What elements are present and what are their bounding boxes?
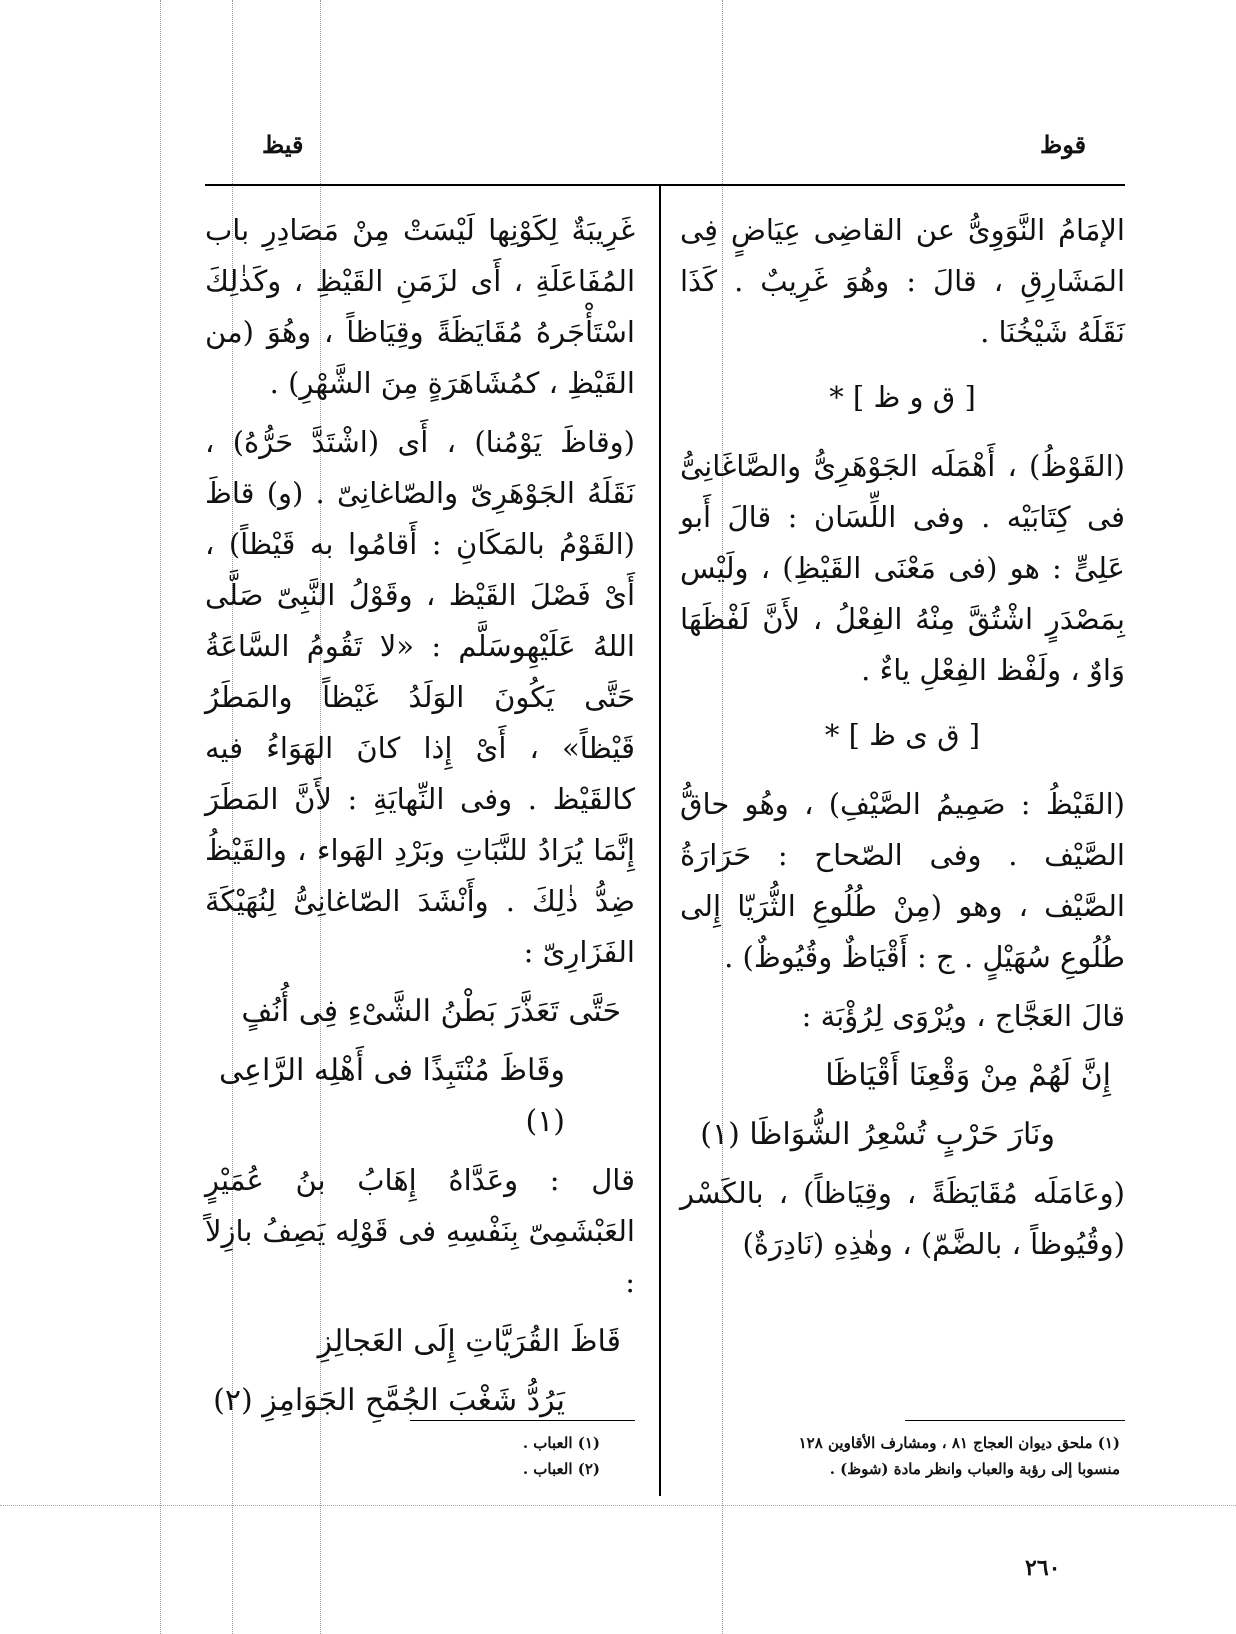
left-column [205,205,635,1434]
verse-line: وقَاظَ مُنْتَبِذًا فى أَهْلِه الرَّاعِى (١) [219,1053,565,1139]
paragraph: قالَ العَجَّاج ، ويُرْوَى لِرُؤْبَة : [801,999,1125,1033]
paragraph: الإمَامُ النَّوَوِىُّ عن القاضِى عِيَاضٍ فِى المَشَارِقِ ، قالَ : وهُوَ غَرِيبٌ . كَذَا نَقَلَهُ شَيْخُنَا . [680,213,1125,349]
footnote: (١) العباب . [522,1434,600,1452]
header-rule [205,184,1125,186]
entry-heading-qwz: [ ق و ظ ] * [829,380,976,414]
paragraph: قال : وعَدَّاهُ إِهَابُ بنُ عُمَيْرٍ العَبْشَمِىّ بِنَفْسِهِ فى قَوْلِه يَصِفُ بازِلاً : [205,1163,635,1299]
paragraph: (وعَامَلَه مُقَايَظَةً ، وقِيَاظاً) ، بالكَسْر (وقُيُوظاً ، بالضَّمّ) ، وهٰذِهِ (نَادِرَةٌ) [680,1176,1125,1261]
verse-line: ونَارَ حَرْبٍ تُسْعِرُ الشُّوَاظَا (١) [700,1117,1055,1152]
verse-line: قَاظَ القُرَيَّاتِ إِلَى العَجالِزِ [317,1324,621,1359]
verse-line: حَتَّى تَعَذَّرَ بَطْنُ الشَّىْءِ فِى أُنُفٍ [241,994,621,1029]
column-divider [659,186,661,1496]
scan-guide-line [160,0,161,1634]
entry-heading-qyz: [ ق ى ظ ] * [824,718,981,752]
footnote-rule-left [410,1420,635,1421]
footnotes-left [400,1430,600,1482]
right-column [680,205,1125,1278]
scan-guide-line [0,1505,1236,1506]
verse-line: يَرُدُّ شَغْبَ الجُمَّحِ الجَوَامِزِ (٢) [213,1383,565,1418]
page-number: ٢٦٠ [1025,1555,1061,1581]
paragraph: (وقاظَ يَوْمُنا) ، أَى (اشْتَدَّ حَرُّهُ) ، نَقَلَهُ الجَوْهَرِىّ والصّاغانِىّ . (و) قاظَ (القَوْمُ بالمَكَانِ : أَقامُوا به قَيْظاً) ، أَىْ فَصْلَ القَيْظ ، وقَوْلُ النَّبِىّ صَلَّى اللهُ عَلَيْهِوسَلَّم : «لا تَقُومُ السَّاعَةُ حَتَّى يَكُونَ الوَلَدُ غَيْظاً والمَطَرُ قَيْظاً» ، أَىْ إِذا كانَ الهَوَاءُ فيه كالقَيْظ . وفى النِّهايَةِ : لأَنَّ المَطَرَ إِنَّمَا يُرَادُ للنَّبَاتِ وبَرْدِ الهَواء ، والقَيْظُ ضِدُّ ذٰلِكَ . وأَنْشَدَ الصّاغانِىُّ لِنُهَيْكَةَ الفَزَارِىّ : [205,425,635,969]
footnote: (٢) العباب . [522,1460,600,1478]
footnote-rule-right [905,1420,1125,1421]
footnote: (١) ملحق ديوان العجاج ٨١ ، ومشارف الأقاوين ١٢٨ [798,1434,1120,1452]
footnotes-right [680,1430,1120,1482]
verse-line: إِنَّ لَهُمْ مِنْ وَقْعِنَا أَقْيَاظَا [825,1058,1111,1093]
header-right-word: قوظ [1040,130,1087,159]
footnote: منسوبا إلى رؤبة والعباب وانظر مادة (شوظ) . [829,1460,1120,1478]
paragraph: (القَيْظُ : صَمِيمُ الصَّيْفِ) ، وهُو حاقُّ الصَّيْف . وفى الصّحاح : حَرَارَةُ الصَّيْف ، وهو (مِنْ طُلُوعِ الثُّرَيّا إِلى طُلُوعِ سُهَيْلٍ . ج : أَقْيَاظٌ وقُيُوظٌ) . [680,787,1125,974]
paragraph: (القَوْظُ) ، أَهْمَلَه الجَوْهَرِىُّ والصَّاغَانِىُّ فى كِتَابَيْه . وفى اللِّسَان : قالَ أَبو عَلِىٍّ : هو (فى مَعْنَى القَيْظِ) ، ولَيْس بِمَصْدَرٍ اشْتُقَّ مِنْهُ الفِعْلُ ، لأَنَّ لَفْظَهَا وَاوٌ ، ولَفْظ الفِعْلِ ياءٌ . [680,449,1125,687]
paragraph: غَرِيبَةٌ لِكَوْنِها لَيْسَتْ مِنْ مَصَادِرِ باب المُفَاعَلَةِ ، أَى لزَمَنِ القَيْظِ ، وكَذٰلِكَ اسْتَأْجَرهُ مُقَايَظَةً وقِيَاظاً ، وهُوَ (من القَيْظِ ، كمُشَاهَرَةٍ مِنَ الشَّهْرِ) . [205,213,635,400]
header-left-word: قيظ [262,130,304,159]
